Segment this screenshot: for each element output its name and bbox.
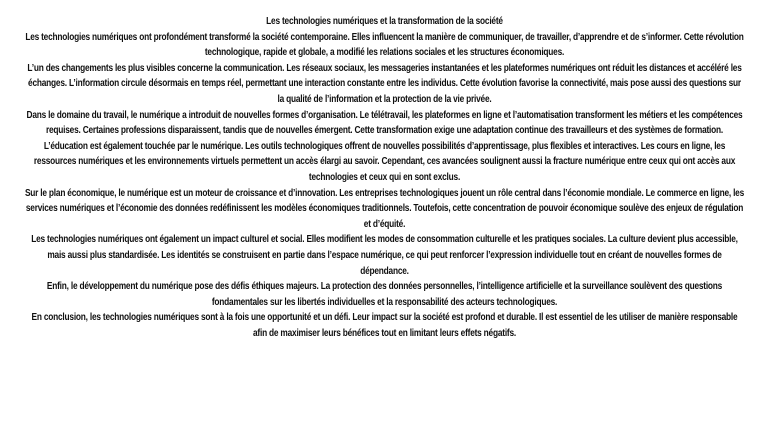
paragraph-work: Dans le domaine du travail, le numérique a introduit de nouvelles formes d’organisation. Le télétravail, les plateformes en ligne et l’automatisation transforment les métiers et les compétences requises. Certaines professions disparaissent, tandis que de nouvelles émergent. Cette transformation exige une adaptation continue des travailleurs et des systèmes de formation. — [26, 109, 743, 137]
paragraph-education: L’éducation est également touchée par le numérique. Les outils technologiques offrent de nouvelles possibilités d’apprentissage, plus flexibles et interactives. Les cours en ligne, les ressources numériques et les environnements virtuels permettent un accès élargi au savoir. Cependant, ces avancées soulignent aussi la fracture numérique entre ceux qui ont accès aux technologies et ceux qui en sont exclus. — [33, 140, 736, 183]
paragraph-communication: L’un des changements les plus visibles concerne la communication. Les réseaux sociaux, les messageries instantanées et les plateformes numériques ont réduit les distances et accéléré les échanges. L’information circule désormais en temps réel, permettant une interaction constante entre les individus. Cette évolution favorise la connectivité, mais pose aussi des questions sur la qualité de l’information et la protection de la vie privée. — [27, 62, 742, 105]
document-page — [1, 0, 768, 431]
paragraph-introduction: Les technologies numériques ont profondément transformé la société contemporaine. Elles influencent la manière de communiquer, de travailler, d’apprendre et de s’informer. Cette révolution technologique, rapide et globale, a modifié les relations sociales et les structures économiques. — [25, 31, 744, 59]
paragraph-conclusion: En conclusion, les technologies numériques sont à la fois une opportunité et un défi. Leur impact sur la société est profond et durable. Il est essentiel de les utiliser de manière responsable afin de maximiser leurs bénéfices tout en limitant leurs effets négatifs. — [31, 312, 738, 339]
paragraph-economy: Sur le plan économique, le numérique est un moteur de croissance et d’innovation. Les entreprises technologiques jouent un rôle central dans l’économie mondiale. Le commerce en ligne, les services numériques et l’économie des données redéfinissent les modèles économiques traditionnels. Toutefois, cette concentration de pouvoir économique soulève des enjeux de régulation et d’équité. — [24, 187, 745, 230]
paragraph-ethics: Enfin, le développement du numérique pose des défis éthiques majeurs. La protection des données personnelles, l’intelligence artificielle et la surveillance soulèvent des questions fondamentales sur les libertés individuelles et la responsabilité des acteurs technologiques. — [46, 281, 723, 308]
document-title: Les technologies numériques et la transformation de la société — [266, 16, 503, 27]
paragraph-culture: Les technologies numériques ont également un impact culturel et social. Elles modifient les modes de consommation culturelle et les pratiques sociales. La culture devient plus accessible, mais aussi plus standardisée. Les identités se construisent en partie dans l’espace numérique, ce qui peut renforcer l’expression individuelle tout en créant de nouvelles formes de dépendance. — [31, 234, 738, 277]
